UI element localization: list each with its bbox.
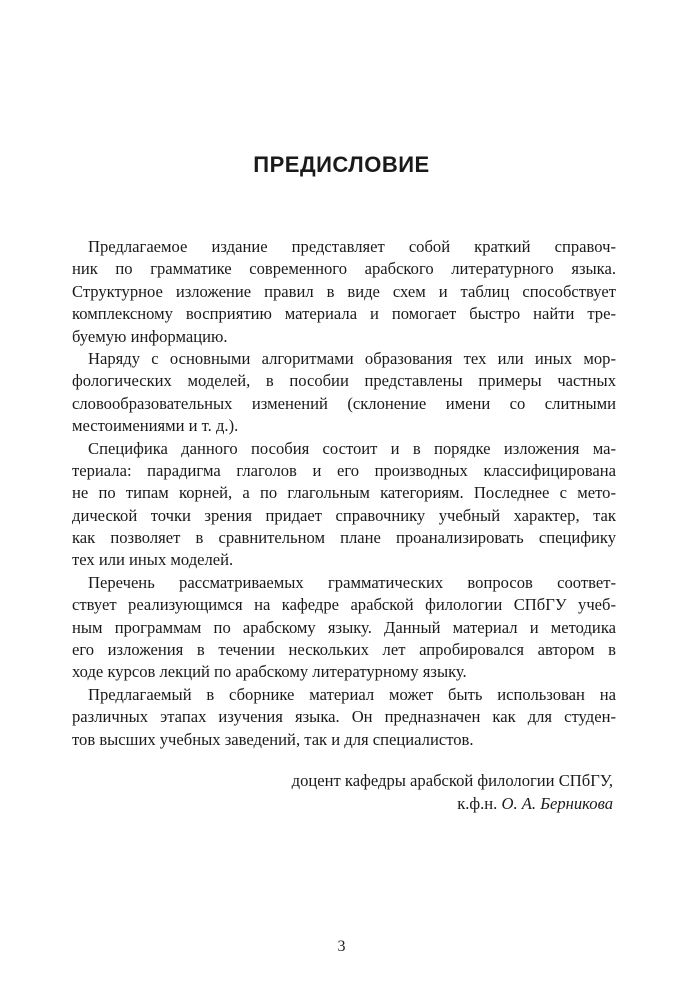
- text-line: местоимениями и т. д.).: [72, 416, 239, 436]
- paragraph: [72, 438, 616, 572]
- text-line: Структурное изложение правил в виде схем и таблиц способствует: [72, 281, 616, 301]
- text-line: как позволяет в сравнительном плане проанализировать специфику: [72, 528, 616, 548]
- text-line: Наряду с основными алгоритмами образования тех или иных мор-: [88, 348, 616, 368]
- text-line: териала: парадигма глаголов и его производных классифицирована: [72, 460, 616, 480]
- text-line: Предлагаемое издание представляет собой краткий справоч-: [88, 237, 616, 256]
- text-line: фологических моделей, в пособии представлены примеры частных: [72, 371, 616, 391]
- author-credentials: [292, 792, 613, 815]
- author-signature: [292, 769, 613, 815]
- text-line: Предлагаемый в сборнике материал может быть использован на: [88, 684, 616, 704]
- text-line: ствует реализующимся на кафедре арабской филологии СПбГУ учеб-: [72, 595, 616, 615]
- text-line: тех или иных моделей.: [72, 550, 234, 570]
- text-line: Перечень рассматриваемых грамматических вопросов соответ-: [88, 572, 616, 592]
- paragraph: [72, 572, 616, 684]
- paragraph: [72, 348, 616, 438]
- text-line: буемую информацию.: [72, 326, 228, 346]
- text-line: ходе курсов лекций по арабскому литературному языку.: [72, 662, 467, 682]
- text-line: словообразовательных изменений (склонение имени со слитными: [72, 393, 616, 413]
- text-line: его изложения в течении нескольких лет апробировался автором в: [72, 640, 616, 660]
- paragraph: [72, 684, 616, 751]
- text-line: тов высших учебных заведений, так и для специалистов.: [72, 729, 474, 749]
- author-degree: к.ф.н.: [457, 794, 498, 813]
- text-line: дической точки зрения придает справочнику учебный характер, так: [72, 505, 616, 525]
- page-title: ПРЕДИСЛОВИЕ: [253, 152, 430, 177]
- author-position: доцент кафедры арабской филологии СПбГУ,: [291, 771, 613, 790]
- paragraph: [72, 236, 616, 348]
- preface-body: [72, 236, 616, 751]
- text-line: ник по грамматике современного арабского литературного языка.: [72, 259, 616, 279]
- author-name: О. А. Берникова: [501, 794, 613, 813]
- text-line: комплексному восприятию материала и помогает быстро найти тре-: [72, 304, 616, 324]
- text-line: ным программам по арабскому языку. Данный материал и методика: [72, 617, 616, 637]
- text-line: Специфика данного пособия состоит и в порядке изложения ма-: [88, 438, 616, 458]
- page-number: 3: [337, 938, 346, 955]
- text-line: не по типам корней, а по глагольным категориям. Последнее с мето-: [72, 483, 616, 503]
- text-line: различных этапах изучения языка. Он предназначен как для студен-: [72, 707, 616, 727]
